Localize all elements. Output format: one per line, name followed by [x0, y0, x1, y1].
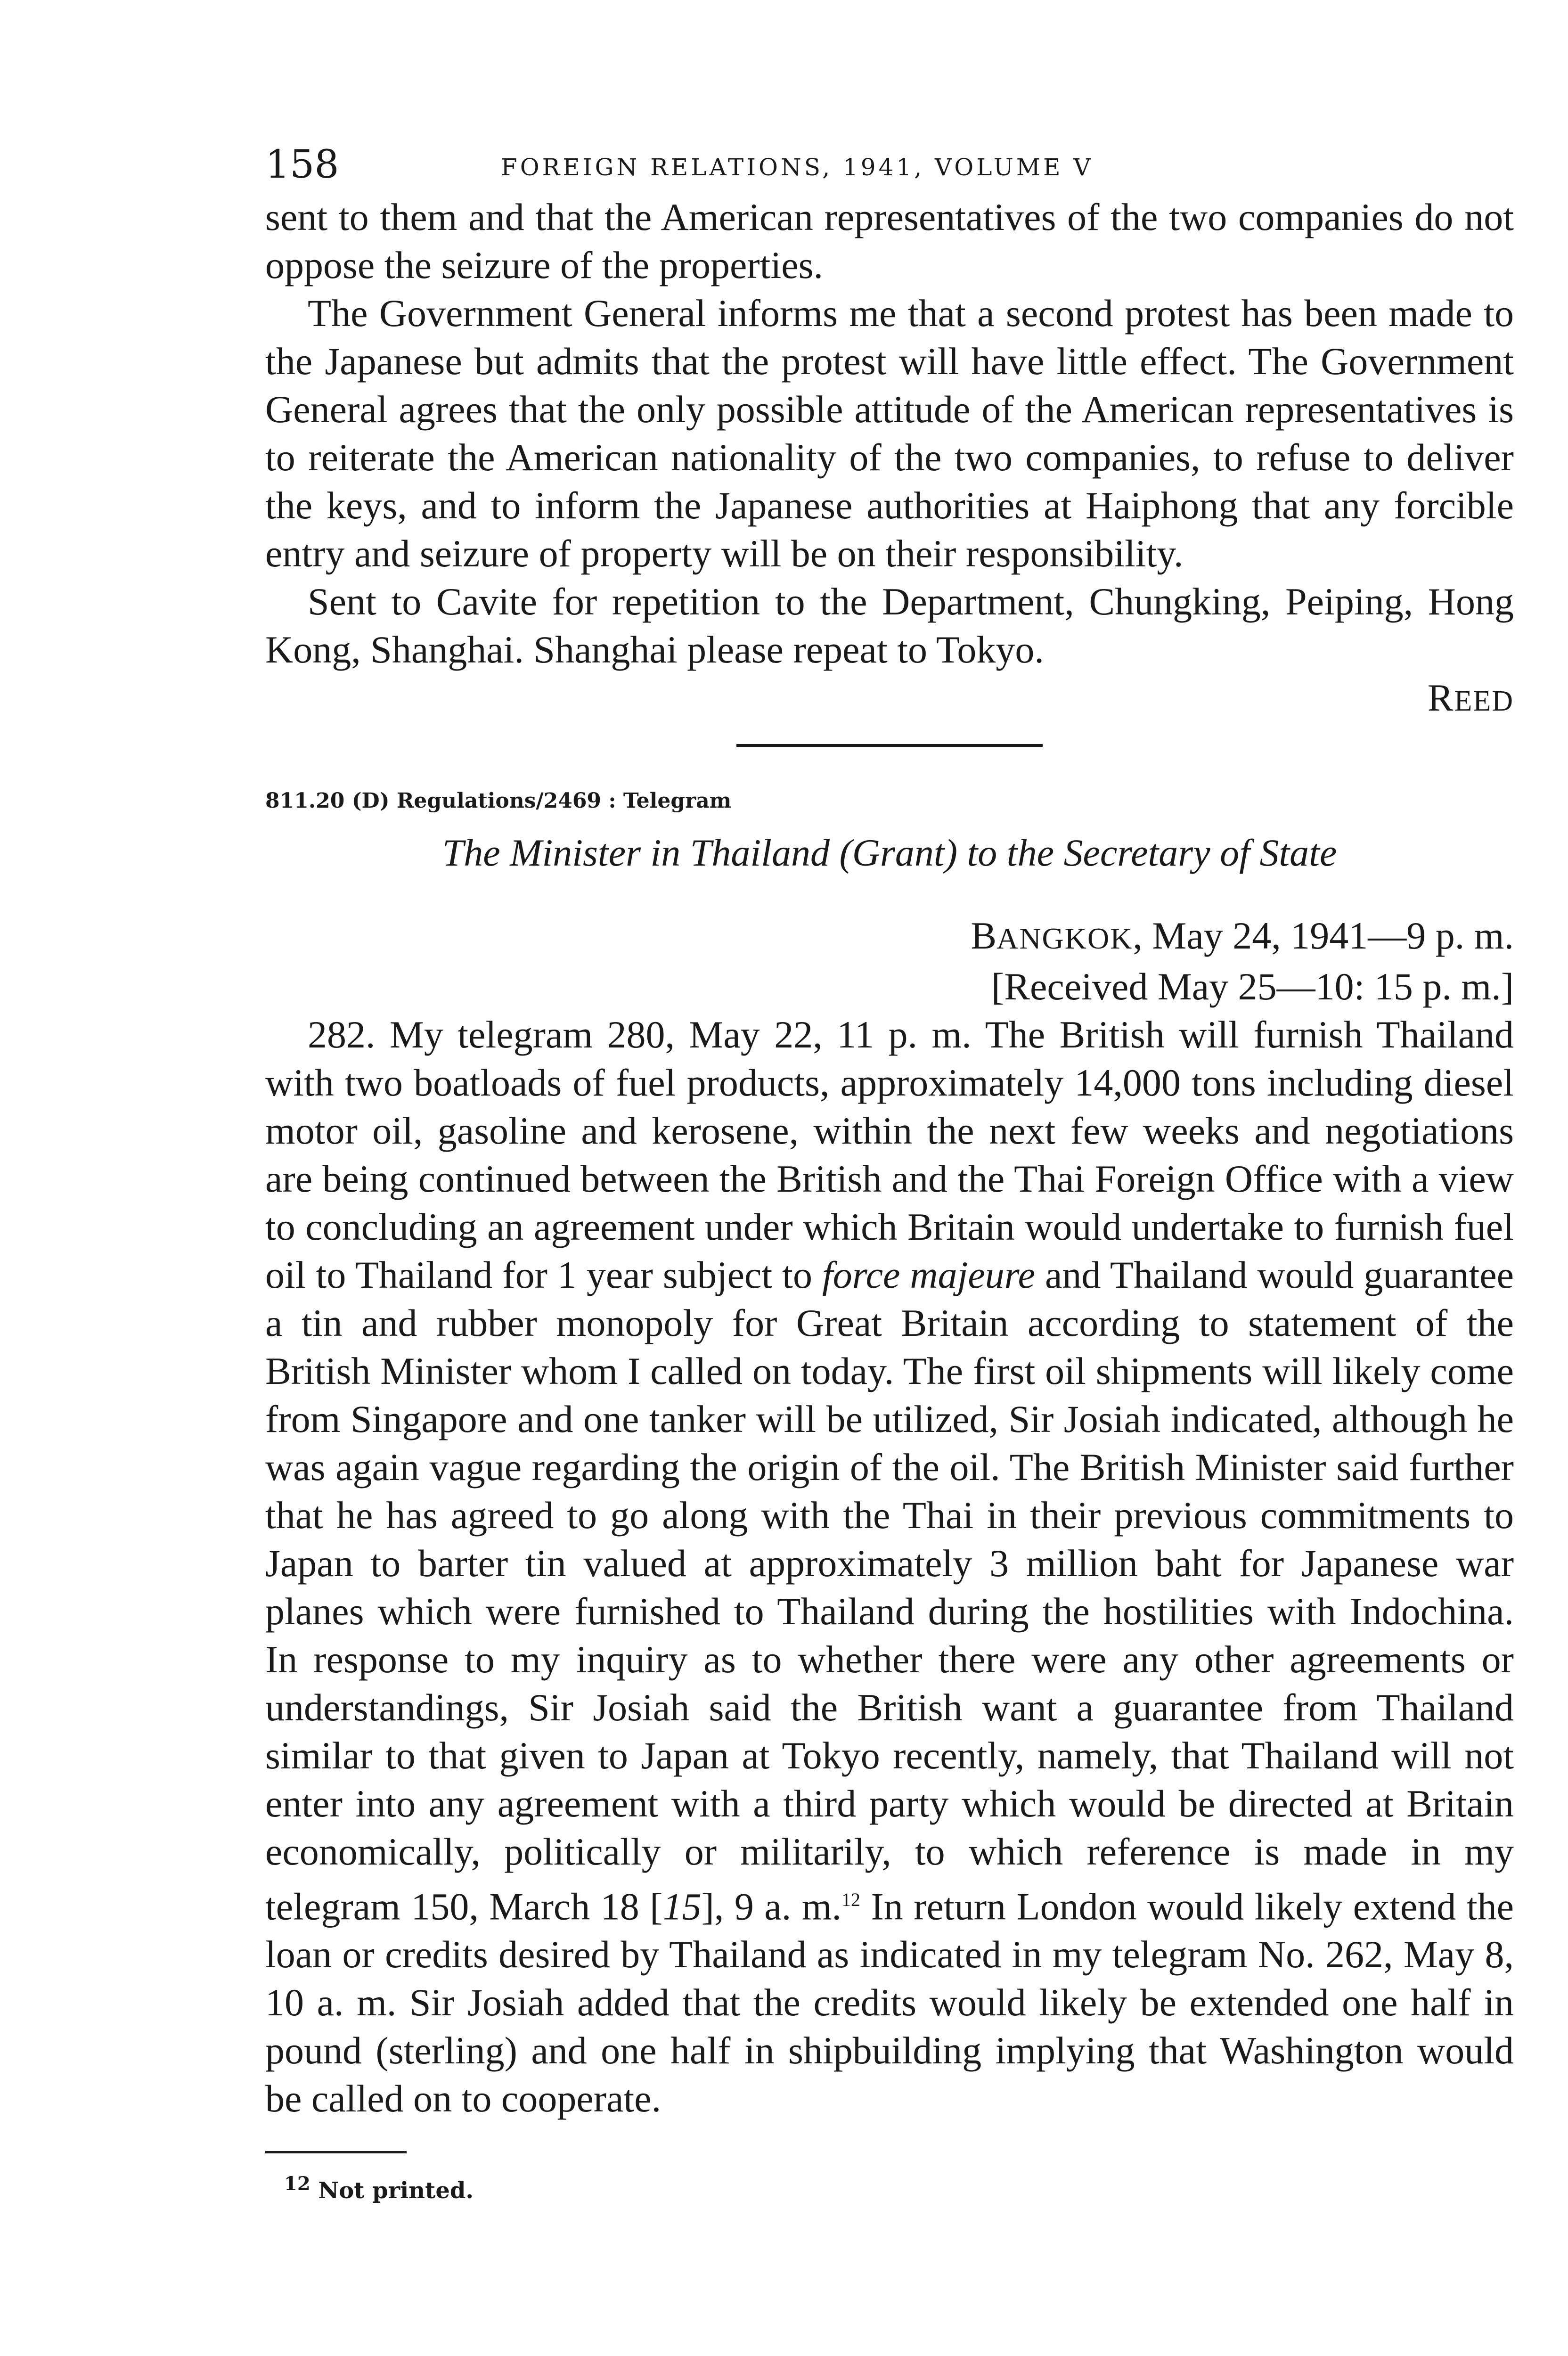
footnote-mark: 12 — [284, 2173, 310, 2195]
italic-phrase: force majeure — [822, 1253, 1036, 1296]
italic-date: 15 — [662, 1885, 702, 1928]
title-part: ) to the Secretary of State — [944, 831, 1337, 874]
paragraph: sent to them and that the American representatives of the two companies do not oppose the seizure of the properties. — [265, 196, 1514, 286]
dateline-place-initial: B — [971, 914, 997, 957]
page-number: 158 — [265, 142, 339, 187]
body-text: and Thailand would guarantee a tin and rubber monopoly for Great Britain according to statement of the British Minister whom I called on today. The first oil shipments will likely come from Singapore and one tanker will be utilized, Sir Josiah indicated, although he was again vague regarding the origin of the oil. The British Minister said further that he has agreed to go along with the Thai in their previous commitments to Japan to barter tin valued at approximately 3 million baht for Japanese war planes which were furnished to Thailand during the hostilities with Indochina. In response to my inquiry as to whether there were any other agreements or understandings, Sir Josiah said the British want a guarantee from Thailand similar to that given to Japan at Tokyo recently, namely, that Thailand will not enter into any agreement with a third party which would be directed at Britain economically, politically or militarily, to which reference is made in my telegram 150, March 18 [ — [265, 1253, 1514, 1928]
paragraph: Sent to Cavite for repetition to the Department, Chungking, Peiping, Hong Kong, Shanghai. Shanghai please repeat to Tokyo. — [265, 580, 1514, 671]
telegram-body — [265, 1011, 1514, 2123]
dateline-place-rest: ANGKOK — [996, 922, 1133, 955]
footnote — [265, 2168, 1514, 2207]
dateline-date: , May 24, 1941—9 p. m. — [1133, 914, 1514, 957]
body-text: In return London would likely extend the loan or credits desired by Thailand as indicated in my telegram No. 262, May 8, 10 a. m. Sir Josiah added that the credits would likely be extended one half in pound (sterling) and one half in shipbuilding implying that Washington would be called on to cooperate. — [265, 1885, 1514, 2120]
received-line: [Received May 25—10: 15 p. m.] — [991, 965, 1514, 1008]
footnote-text: Not printed. — [310, 2177, 474, 2204]
dateline — [265, 912, 1514, 963]
title-part: The Minister in Thailand ( — [442, 831, 852, 874]
footnote-divider — [265, 2151, 407, 2153]
document-title — [265, 827, 1514, 879]
running-title: FOREIGN RELATIONS, 1941, VOLUME V — [501, 154, 1094, 181]
running-head — [265, 141, 1514, 193]
paragraph: The Government General informs me that a second protest has been made to the Japanese but admits that the protest will have little effect. The Government General agrees that the only possible attitude of the American representatives is to reiterate the American nationality of the two companies, to refuse to deliver the keys, and to inform the Japanese authorities at Haiphong that any forcible entry and seizure of property will be on their responsibility. — [265, 292, 1514, 575]
body-text: ], 9 a. m. — [701, 1885, 841, 1928]
footnote-reference[interactable]: 12 — [841, 1889, 860, 1910]
signature — [265, 674, 1514, 725]
title-name: Grant — [852, 831, 945, 874]
continuation-text — [265, 193, 1514, 674]
signature-initial: R — [1427, 676, 1454, 719]
signature-rest: EED — [1454, 685, 1514, 717]
body-text: 282. My telegram 280, May 22, 11 p. m. The British will furnish Thailand with two boatloads of fuel products, approximately 14,000 tons including diesel motor oil, gasoline and kerosene, within the next few weeks and negotiations are being continued between the British and the Thai Foreign Office with a view to concluding an agreement under which Britain would undertake to furnish fuel oil to Thailand for 1 year subject to — [265, 1013, 1514, 1296]
section-divider — [736, 744, 1043, 747]
page — [265, 141, 1514, 2207]
paragraph — [265, 1011, 1514, 2123]
file-reference: 811.20 (D) Regulations/2469 : Telegram — [265, 789, 732, 813]
